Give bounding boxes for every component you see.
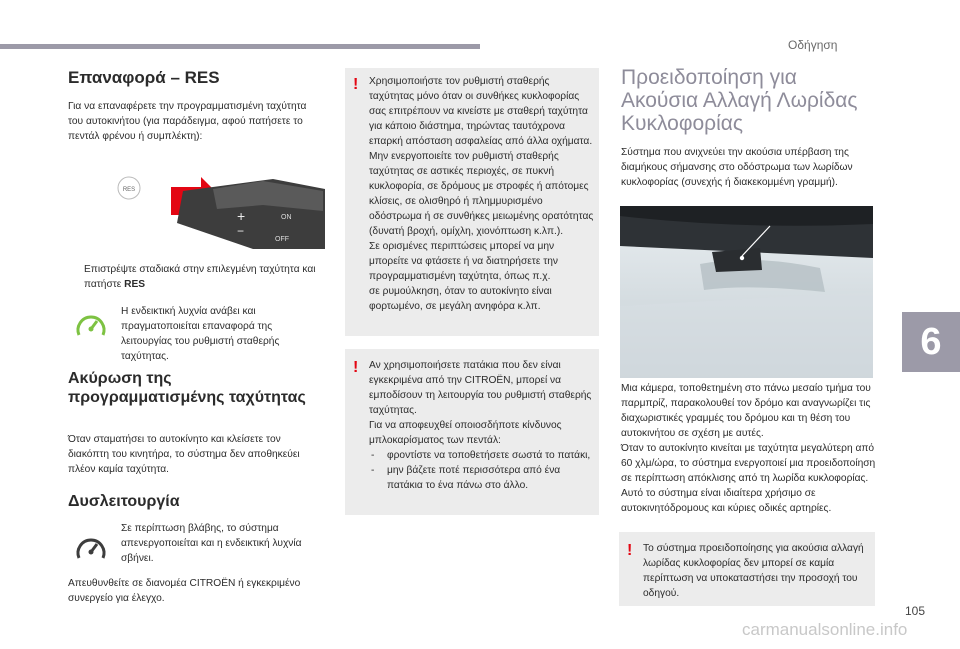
lamp-on-text: Η ενδεικτική λυχνία ανάβει και πραγματοποιείται επαναφορά της λειτουργίας του ρυθμιστή σταθερής ταχύτητας. [121, 306, 280, 362]
cruise-warning-box [345, 68, 599, 336]
res-button-label: RES [122, 187, 136, 193]
mats-list [369, 448, 594, 493]
fault-title: Δυσλειτουργία [68, 493, 180, 510]
res-title: Επαναφορά – RES [68, 68, 220, 87]
cancel-title: Ακύρωση της προγραμματισμένης ταχύτητας [68, 370, 306, 406]
res-step-bold: RES [124, 279, 146, 290]
cruise-control-fault-icon [73, 532, 109, 568]
warning-para-3: Σε ορισμένες περιπτώσεις μπορεί να μην μπορείτε να φτάσετε ή να διατηρήσετε την προγραμματισμένη ταχύτητα, όπως π.χ. [369, 241, 558, 282]
cruise-control-green-lamp-icon [73, 309, 109, 345]
body-para-1: Μια κάμερα, τοποθετημένη στο πάνω μεσαίο τμήμα του παρμπρίζ, παρακολουθεί τον δρόμο και αναγνωρίζει τις διαχωριστικές γραμμές του δρόμου και τη θέση του αυτοκινήτου σε σχέση με αυτές. [621, 383, 871, 439]
lane-warning-box [619, 532, 875, 606]
on-label: ON [281, 214, 292, 221]
warning-icon: ! [627, 542, 633, 559]
lane-departure-title: Προειδοποίηση για Ακούσια Αλλαγή Λωρίδας Κυκλοφορίας [621, 66, 858, 135]
warning-icon: ! [353, 359, 359, 376]
warning-para-2: Μην ενεργοποιείτε τον ρυθμιστή σταθερής ταχύτητας σε αστικές περιοχές, σε πυκνή κυκλοφορία, σε δρόμους με στροφές ή απότομες κλίσεις, σε ολισθηρό ή πλημμυρισμένο οδόστρωμα ή σε συνθήκες μειωμένης ορατότητας (δυνατή βροχή, ομίχλη, χιονόπτωση κ.λπ.). [369, 151, 594, 237]
mats-para-2: Για να αποφευχθεί οποιοσδήποτε κίνδυνος μπλοκαρίσματος των πεντάλ: [369, 420, 562, 446]
header-bar [0, 44, 480, 49]
off-label: OFF [275, 236, 289, 243]
list-item: - φροντίστε να τοποθετήσετε σωστά το πατάκι, [369, 448, 594, 463]
mats-warning-box [345, 349, 599, 515]
mats-para-1: Αν χρησιμοποιήσετε πατάκια που δεν είναι εγκεκριμένα από την CITROËN, μπορεί να εμποδίσουν τη λειτουργία του ρυθμιστή σταθερής ταχύτητας. [369, 360, 592, 416]
watermark: carmanualsonline.info [742, 620, 908, 639]
res-step-text: Επιστρέψτε σταδιακά στην επιλεγμένη ταχύτητα και πατήστε [84, 264, 316, 290]
section-label: Οδήγηση [788, 38, 838, 52]
chapter-tab: 6 [902, 312, 960, 372]
res-step [68, 262, 324, 292]
cruise-control-stalk-illustration [113, 171, 325, 249]
body-para-2: Όταν το αυτοκίνητο κινείται με ταχύτητα μεγαλύτερη από 60 χλμ/ώρα, το σύστημα ενεργοποιεί μια προειδοποίηση σε περίπτωση απόκλισης από τη λωρίδα κυκλοφορίας. [621, 443, 876, 484]
lane-warning-text: Το σύστημα προειδοποίησης για ακούσια αλλαγή λωρίδας κυκλοφορίας δεν μπορεί σε καμία περίπτωση να υποκαταστήσει την προσοχή του οδηγού. [643, 543, 864, 599]
cancel-text: Όταν σταματήσει το αυτοκίνητο και κλείσετε τον διακόπτη του κινητήρα, το σύστημα δεν αποθηκεύει πλέον καμία ταχύτητα. [68, 434, 300, 475]
svg-text:+: + [237, 208, 246, 224]
cruise-warning-text [369, 74, 594, 314]
fault-lamp-text: Σε περίπτωση βλάβης, το σύστημα απενεργοποιείται και η ενδεικτική λυχνία σβήνει. [121, 523, 302, 564]
warning-icon: ! [353, 76, 359, 93]
list-item: - μην βάζετε ποτέ περισσότερα από ένα πατάκια το ένα πάνω στο άλλο. [369, 463, 594, 493]
fault-text: Απευθυνθείτε σε διανομέα CITROËN ή εγκεκριμένο συνεργείο για έλεγχο. [68, 578, 301, 604]
body-para-3: Αυτό το σύστημα είναι ιδιαίτερα χρήσιμο σε αυτοκινητόδρομους και κύριες οδικές αρτηρίες. [621, 488, 832, 514]
warning-para-1: Χρησιμοποιήστε τον ρυθμιστή σταθερής ταχύτητας μόνο όταν οι συνθήκες κυκλοφορίας σας επιτρέπουν να κινείστε με σταθερή ταχύτητα για κάποιο διάστημα, τηρώντας ταυτόχρονα επαρκή απόσταση ασφαλείας από άλλα οχήματα. [369, 76, 593, 147]
res-intro: Για να επαναφέρετε την προγραμματισμένη ταχύτητα του αυτοκινήτου (για παράδειγμα, αφού πατήσετε το πεντάλ φρένου ή συμπλέκτη): [68, 101, 307, 142]
windscreen-camera-photo [620, 206, 873, 378]
page-number: 105 [905, 604, 926, 618]
svg-text:−: − [237, 224, 245, 238]
lane-departure-body [621, 381, 877, 516]
warning-para-4: σε ρυμούλκηση, όταν το αυτοκίνητο είναι φορτωμένο, σε μεγάλη ανηφόρα κ.λπ. [369, 286, 552, 312]
lane-departure-intro: Σύστημα που ανιχνεύει την ακούσια υπέρβαση της διαμήκους σήμανσης στο οδόστρωμα των λωρίδων κυκλοφορίας (συνεχής ή διακεκομμένη γραμμή). [621, 147, 853, 188]
mats-warning-text [369, 358, 594, 493]
